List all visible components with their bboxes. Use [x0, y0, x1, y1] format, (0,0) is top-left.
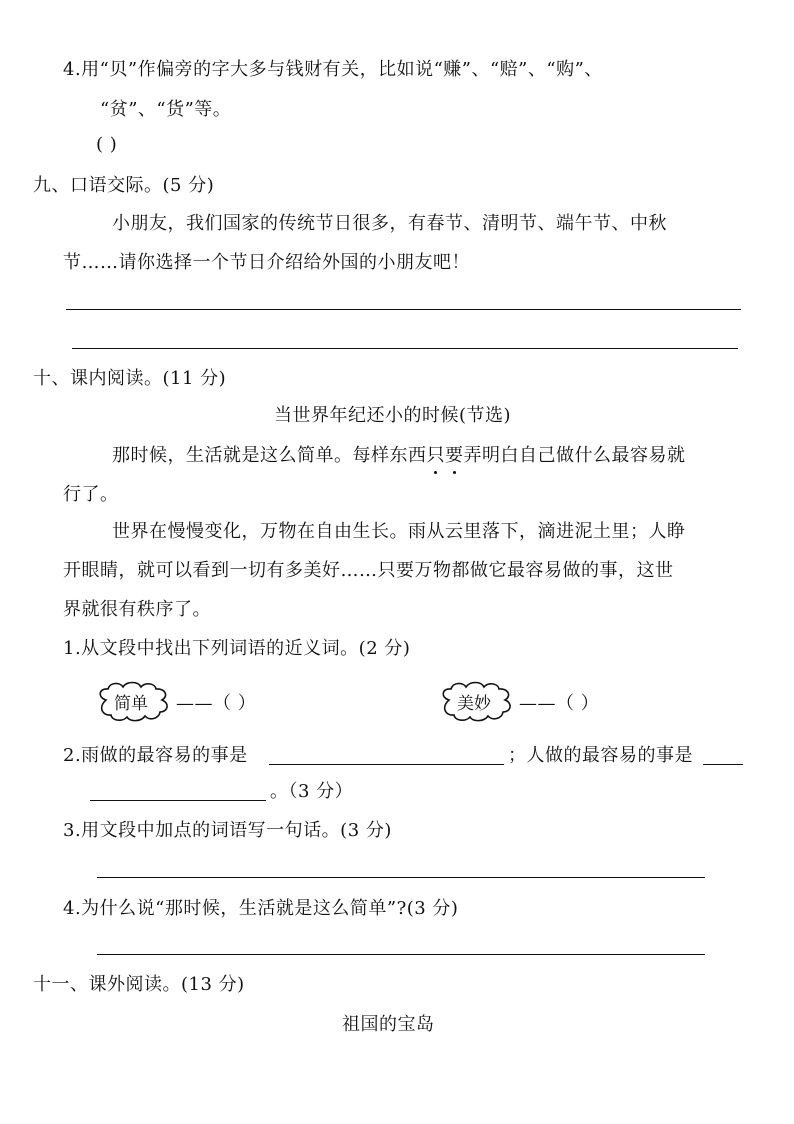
section10-p1-line1: 那时候，生活就是这么简单。每样东西只要弄明白自己做什么最容易就 [112, 445, 686, 466]
dotted-char-1: 只 [426, 445, 445, 466]
section10-p2-line2: 开眼睛，就可以看到一切有多美好……只要万物都做它最容易做的事，这世 [63, 560, 674, 581]
section10-q2-part1: 2.雨做的最容易的事是 [63, 745, 248, 766]
section10-q1: 1.从文段中找出下列词语的近义词。(2 分) [63, 638, 411, 659]
section10-q2-part3: 。（3 分） [270, 781, 354, 802]
section10-p2-line3: 界就很有秩序了。 [63, 599, 211, 620]
section10-q4: 4.为什么说“那时候，生活就是这么简单”?(3 分) [63, 898, 459, 919]
section9-answer-line-1[interactable] [66, 309, 741, 310]
section9-line2: 节……请你选择一个节日介绍给外国的小朋友吧！ [63, 252, 470, 273]
section10-passage-title: 当世界年纪还小的时候(节选) [274, 405, 512, 426]
q2-blank-person-start[interactable] [703, 764, 743, 765]
section10-p1-line2: 行了。 [63, 484, 119, 505]
q1-blank-2[interactable]: ——（ ） [519, 693, 600, 714]
q8-item4-answer-paren[interactable]: ( ) [96, 134, 118, 155]
cloud-word-2: 美妙 [457, 694, 491, 714]
section10-heading: 十、课内阅读。(11 分) [33, 368, 227, 389]
q4-answer-line[interactable] [97, 954, 705, 955]
q1-blank-1[interactable]: ——（ ） [176, 693, 257, 714]
q3-answer-line[interactable] [97, 877, 705, 878]
cloud-word-1: 简单 [114, 694, 148, 714]
section11-heading: 十一、课外阅读。(13 分) [33, 974, 245, 995]
section9-heading: 九、口语交际。(5 分) [33, 175, 215, 196]
dotted-char-2: 要 [445, 445, 464, 466]
q8-item4-line2: “贫”、“货”等。 [100, 99, 232, 120]
section10-q2-part2: ；人做的最容易的事是 [508, 745, 693, 766]
q8-item4-line1: 4.用“贝”作偏旁的字大多与钱财有关，比如说“赚”、“赔”、“购”、 [63, 59, 603, 80]
section9-line1: 小朋友，我们国家的传统节日很多，有春节、清明节、端午节、中秋 [112, 213, 667, 234]
section10-q3: 3.用文段中加点的词语写一句话。(3 分) [63, 820, 392, 841]
q2-blank-rain[interactable] [269, 764, 504, 765]
section9-answer-line-2[interactable] [72, 348, 738, 349]
section10-p2-line1: 世界在慢慢变化，万物在自由生长。雨从云里落下，滴进泥土里；人睁 [112, 521, 686, 542]
q2-blank-person-cont[interactable] [90, 800, 266, 801]
section11-passage-title: 祖国的宝岛 [342, 1014, 435, 1035]
